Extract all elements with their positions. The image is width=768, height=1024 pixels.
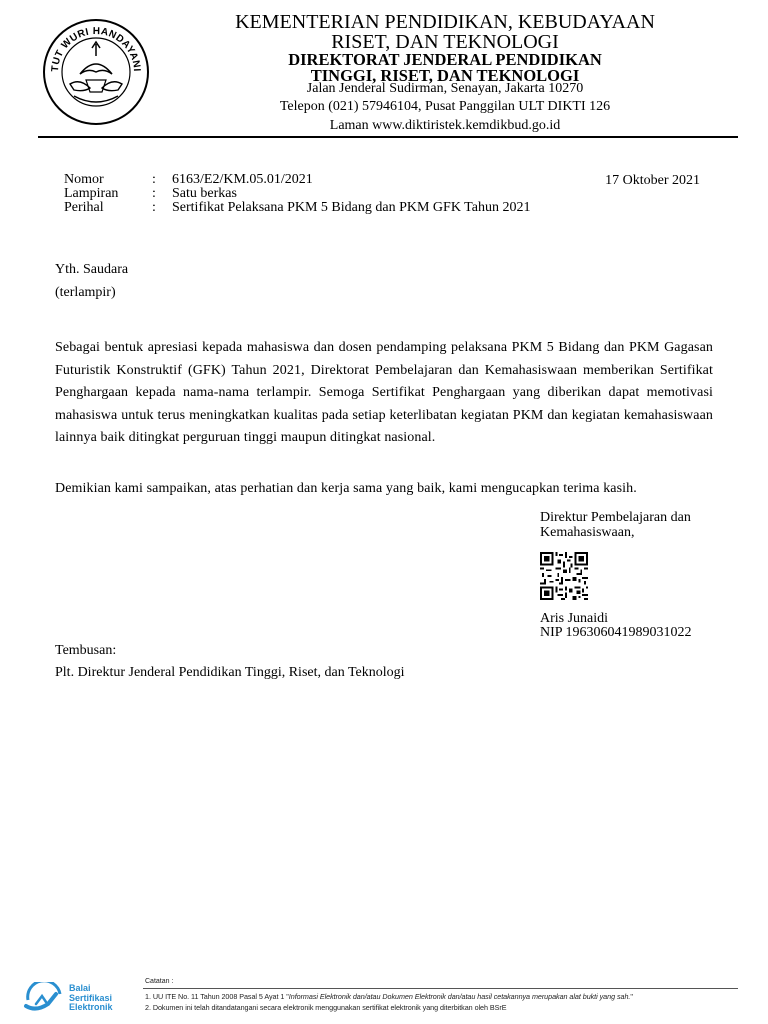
note-1-suffix: " [630,992,633,1001]
cc-item-1: Plt. Direktur Jenderal Pendidikan Tinggi, Riset, dan Teknologi [55,665,405,680]
cc-label: Tembusan: [55,643,117,658]
ministry-line-2: RISET, DAN TEKNOLOGI [331,31,559,53]
nomor-value: 6163/E2/KM.05.01/2021 [172,172,313,187]
phone: Telepon (021) 57946104, Pusat Panggilan ULT DIKTI 126 [279,99,611,114]
bse-label-line-3: Elektronik [69,1002,113,1012]
lampiran-colon: : [152,186,156,201]
signer-title-line-1: Direktur Pembelajaran dan [540,510,691,525]
footer-note-2: 2. Dokumen ini telah ditandatangani secara elektronik menggunakan sertifikat elektronik yang diterbitkan oleh BSrE [145,1003,507,1012]
lampiran-label: Lampiran [64,186,119,201]
letter-date: 17 Oktober 2021 [605,173,700,188]
nomor-label: Nomor [64,172,104,187]
signer-title-line-2: Kemahasiswaan, [540,525,635,540]
ministry-line-1: KEMENTERIAN PENDIDIKAN, KEBUDAYAAN [235,11,655,33]
signer-nip: NIP 196306041989031022 [540,625,692,640]
recipient-line-1: Yth. Saudara [55,262,129,277]
logo-motto: TUT WURI HANDAYANI [49,25,143,73]
bse-label [69,984,113,1013]
bse-label-line-2: Sertifikasi [69,992,113,1003]
lampiran-value: Satu berkas [172,186,237,201]
letterhead-divider [38,136,738,138]
body-paragraph-1: Sebagai bentuk apresiasi kepada mahasiswa dan dosen pendamping pelaksana PKM 5 Bidang dan PKM Gagasan Futuristik Konstruktif (GFK) Tahun 2021, Direktorat Pembelajaran dan Kemahasiswaan memberikan Sertifikat Penghargaan kepada nama-nama terlampir. Semoga Sertifikat Penghargaan yang diberikan dapat memotivasi mahasiswa untuk terus meningkatkan kualitas pada setiap keterlibatan kegiatan PKM dan kegiatan kemahasiswaan lainnya baik ditingkat perguruan tinggi maupun ditingkat nasional. [55,340,713,445]
note-1-italic: Informasi Elektronik dan/atau Dokumen Elektronik dan/atau hasil cetakannya merupakan alat bukti yang sah. [288,992,631,1001]
signer-name: Aris Junaidi [540,611,609,626]
bse-label-line-1: Balai [69,983,91,993]
address: Jalan Jenderal Sudirman, Senayan, Jakarta 10270 [306,81,584,96]
footer-note-1 [145,992,633,1001]
catatan-label: Catatan : [145,978,174,985]
recipient-line-2: (terlampir) [55,285,116,300]
footer-divider [143,988,738,989]
perihal-value: Sertifikat Pelaksana PKM 5 Bidang dan PKM GFK Tahun 2021 [172,200,531,215]
nomor-colon: : [152,172,156,187]
tut-wuri-handayani-logo [40,14,152,126]
qr-code [540,552,588,600]
website: Laman www.diktiristek.kemdikbud.go.id [329,118,561,133]
perihal-colon: : [152,200,156,215]
note-1-prefix: 1. UU ITE No. 11 Tahun 2008 Pasal 5 Ayat 1 " [145,992,289,1001]
body-paragraph-2: Demikian kami sampaikan, atas perhatian dan kerja sama yang baik, kami mengucapkan terima kasih. [55,481,637,496]
perihal-label: Perihal [64,200,104,215]
bse-logo-icon [22,982,66,1018]
directorate-line-2: TINGGI, RISET, DAN TEKNOLOGI [310,66,580,85]
directorate-line-1: DIREKTORAT JENDERAL PENDIDIKAN [288,50,602,69]
